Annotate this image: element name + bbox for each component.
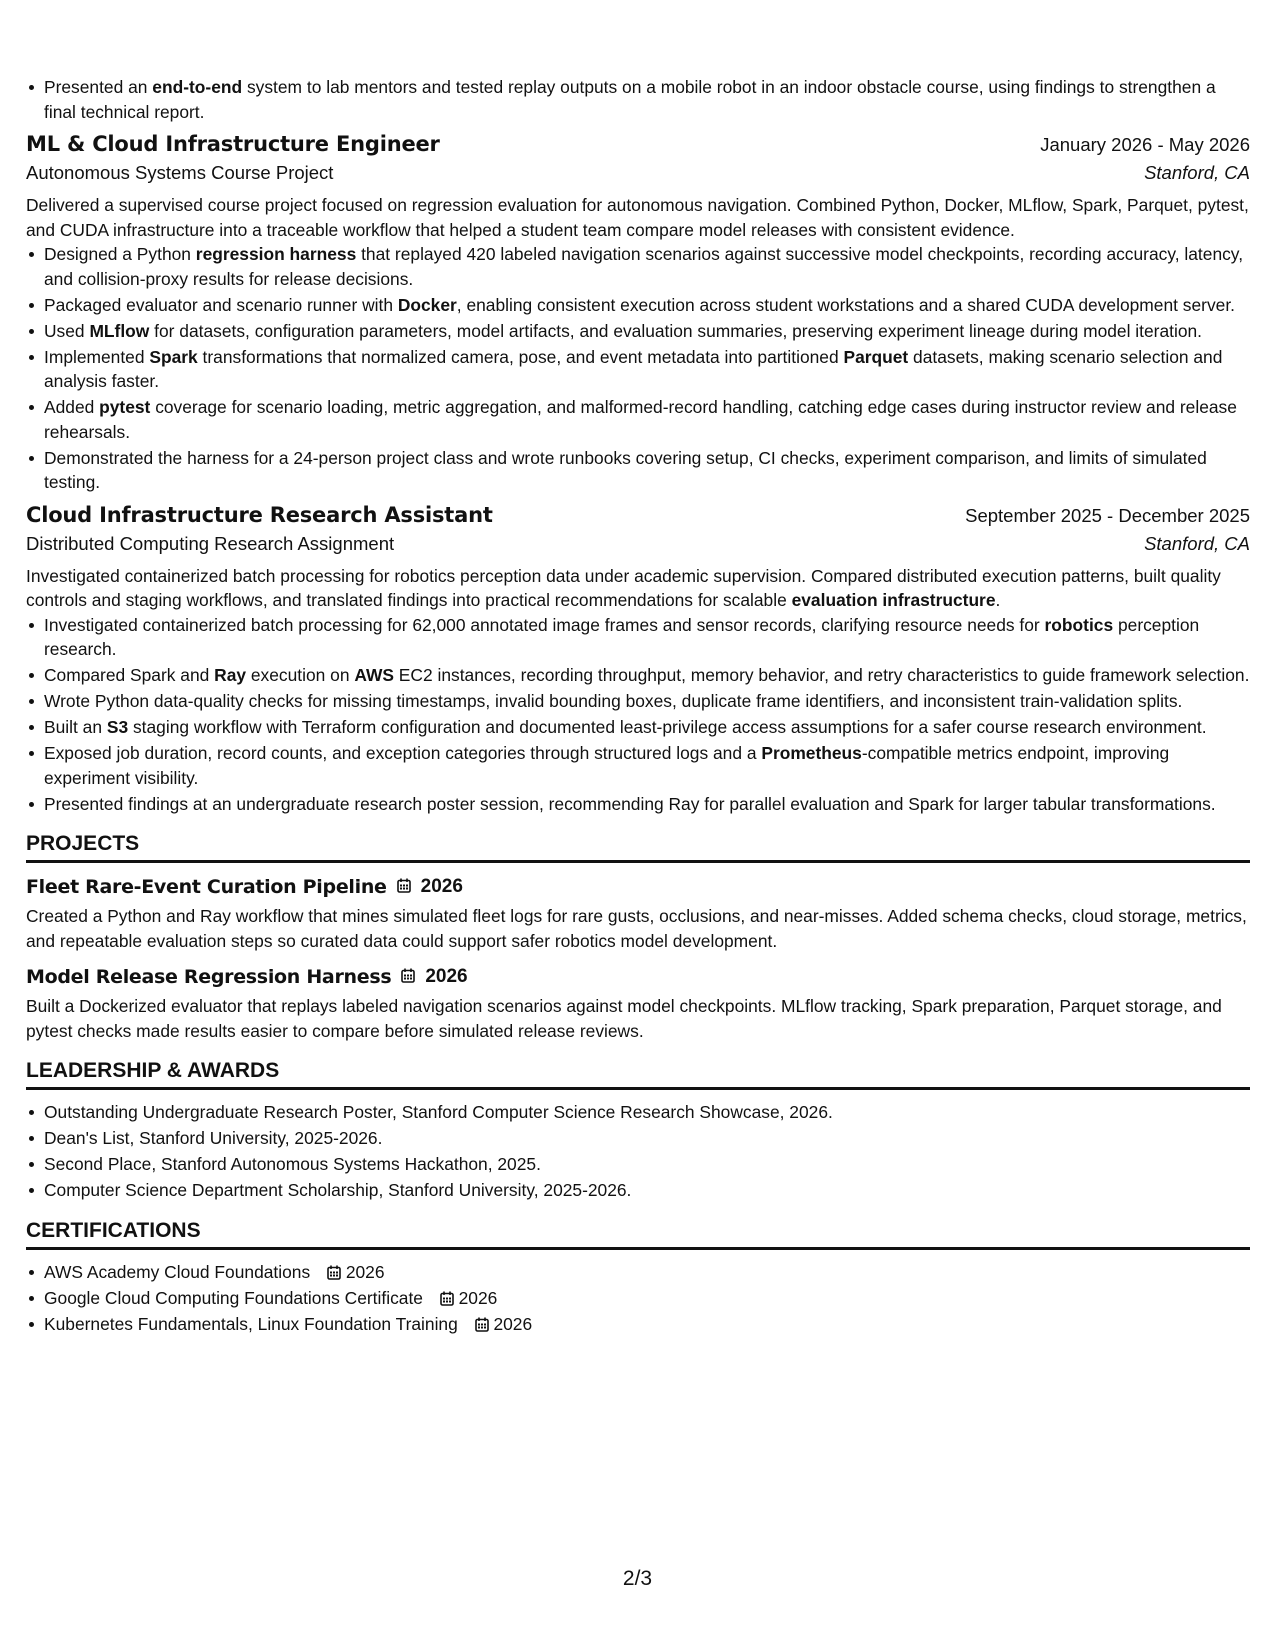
- list-item: [44, 613, 1250, 662]
- keyword: robotics: [1044, 614, 1114, 635]
- certifications-list: [26, 1260, 1250, 1337]
- list-item: Wrote Python data-quality checks for missing timestamps, invalid bounding boxes, duplicate frame identifiers, and inconsistent train-validation splits.: [44, 689, 1250, 714]
- role-header: [26, 132, 1250, 156]
- list-item: Outstanding Undergraduate Research Poster, Stanford Computer Science Research Showcase, 2026.: [44, 1100, 1250, 1125]
- calendar-icon: [397, 878, 411, 896]
- list-item: [44, 1260, 1250, 1285]
- role-dates: January 2026 - May 2026: [1040, 134, 1250, 155]
- list-item: [44, 395, 1250, 444]
- keyword: AWS: [354, 665, 394, 685]
- calendar-icon: [401, 968, 415, 986]
- list-item: Presented findings at an undergraduate research poster session, recommending Ray for parallel evaluation and Spark for larger tabular transformations.: [44, 792, 1250, 817]
- text: datasets, making scenario selection and analysis faster.: [44, 346, 1223, 391]
- list-item: [44, 319, 1250, 344]
- keyword: Parquet: [843, 346, 909, 367]
- role-bullets: [26, 613, 1250, 817]
- text: -compatible metrics endpoint, improving experiment visibility.: [44, 743, 1170, 788]
- text: Added: [44, 397, 100, 417]
- text: Investigated containerized batch processing for robotics perception data under academic supervision. Compared distributed execution patterns, built quality controls and staging workflows, and translated findings into practical recommendations for scalable: [26, 565, 1221, 610]
- section-heading-projects: PROJECTS: [26, 832, 1250, 863]
- text: that replayed 420 labeled navigation scenarios against successive model checkpoints, recording accuracy, latency, and collision-proxy results for release decisions.: [44, 244, 1244, 289]
- calendar-icon: [440, 1288, 454, 1308]
- list-item: Computer Science Department Scholarship, Stanford University, 2025-2026.: [44, 1178, 1250, 1203]
- project-year: 2026: [425, 966, 468, 987]
- list-item: [44, 293, 1250, 318]
- role-summary: Delivered a supervised course project focused on regression evaluation for autonomous navigation. Combined Python, Docker, MLflow, Spark, Parquet, pytest, and CUDA infrastructure into a traceable workflow that helped a student team compare model releases with consistent evidence.: [26, 195, 1249, 240]
- text: coverage for scenario loading, metric aggregation, and malformed-record handling, catching edge cases during instructor review and release rehearsals.: [44, 397, 1237, 442]
- role-summary: [26, 564, 1250, 613]
- text: execution on: [246, 665, 355, 685]
- keyword: pytest: [99, 397, 151, 417]
- awards-list: [26, 1100, 1250, 1203]
- text: .: [995, 590, 1001, 610]
- list-item: Demonstrated the harness for a 24-person project class and wrote runbooks covering setup, CI checks, experiment comparison, and limits of simulated testing.: [44, 446, 1250, 495]
- text: transformations that normalized camera, pose, and event metadata into partitioned: [197, 346, 844, 367]
- text: perception research.: [44, 614, 1200, 659]
- role-subheader: [26, 533, 1250, 555]
- list-item: [44, 1312, 1250, 1337]
- text: Built an: [44, 717, 107, 737]
- text: Implemented: [44, 346, 150, 367]
- list-item: [44, 75, 1250, 124]
- calendar-icon: [327, 1262, 341, 1282]
- experience-entry: [26, 503, 1250, 817]
- project-title: Fleet Rare-Event Curation Pipeline: [26, 876, 387, 898]
- project-entry: [26, 966, 1250, 1043]
- keyword: MLflow: [89, 320, 150, 341]
- role-location: Stanford, CA: [1144, 532, 1250, 554]
- list-item: [44, 663, 1250, 688]
- list-item: [44, 1286, 1250, 1311]
- project-description: Created a Python and Ray workflow that mines simulated fleet logs for rare gusts, occlusions, and near-misses. Added schema checks, cloud storage, metrics, and repeatable evaluation steps so curated data could support safer robotics model development.: [26, 906, 1247, 951]
- keyword: Docker: [397, 294, 457, 315]
- text: Compared Spark and: [44, 665, 215, 685]
- role-subheader: [26, 162, 1250, 184]
- intro-bullet-list: [26, 75, 1250, 124]
- list-item: [44, 242, 1250, 291]
- project-entry: [26, 876, 1250, 953]
- keyword: Ray: [214, 665, 247, 685]
- keyword: S3: [106, 717, 129, 737]
- experience-entry: [26, 132, 1250, 495]
- calendar-icon: [475, 1314, 489, 1334]
- list-item: [44, 715, 1250, 740]
- certification-name: AWS Academy Cloud Foundations: [44, 1261, 311, 1282]
- project-header: [26, 966, 1250, 988]
- certification-year: 2026: [493, 1313, 533, 1334]
- keyword: regression harness: [195, 244, 357, 264]
- role-organization: Autonomous Systems Course Project: [26, 162, 334, 183]
- text: Packaged evaluator and scenario runner with: [44, 294, 398, 315]
- role-dates: September 2025 - December 2025: [965, 504, 1250, 526]
- role-bullets: [26, 242, 1250, 495]
- project-title: Model Release Regression Harness: [26, 966, 392, 988]
- text: EC2 instances, recording throughput, memory behavior, and retry characteristics to guide framework selection.: [393, 665, 1250, 685]
- text: , enabling consistent execution across student workstations and a shared CUDA development server.: [456, 294, 1235, 315]
- project-year: 2026: [420, 876, 463, 897]
- resume-page: [26, 75, 1250, 1338]
- text: staging workflow with Terraform configuration and documented least-privilege access assumptions for a safer course research environment.: [128, 717, 1207, 737]
- text: Investigated containerized batch processing for 62,000 annotated image frames and sensor records, clarifying resource needs for: [44, 614, 1045, 635]
- keyword: evaluation infrastructure: [791, 590, 996, 610]
- role-header: [26, 503, 1250, 527]
- text: system to lab mentors and tested replay outputs on a mobile robot in an indoor obstacle course, using findings to strengthen a final technical report.: [44, 77, 1216, 122]
- keyword: Prometheus: [761, 743, 862, 763]
- text: Used: [44, 320, 90, 341]
- section-heading-certifications: CERTIFICATIONS: [26, 1219, 1250, 1250]
- text: Designed a Python: [44, 244, 196, 264]
- certification-year: 2026: [345, 1261, 385, 1282]
- certification-name: Kubernetes Fundamentals, Linux Foundation Training: [44, 1313, 458, 1334]
- project-header: [26, 876, 1250, 898]
- certification-name: Google Cloud Computing Foundations Certificate: [44, 1287, 423, 1308]
- list-item: Dean's List, Stanford University, 2025-2026.: [44, 1126, 1250, 1151]
- keyword: end-to-end: [152, 77, 243, 97]
- role-organization: Distributed Computing Research Assignment: [26, 532, 395, 554]
- role-title: ML & Cloud Infrastructure Engineer: [26, 132, 440, 156]
- role-title: Cloud Infrastructure Research Assistant: [26, 502, 493, 527]
- certification-year: 2026: [458, 1287, 498, 1308]
- list-item: [44, 741, 1250, 790]
- keyword: Spark: [149, 346, 198, 367]
- text: for datasets, configuration parameters, model artifacts, and evaluation summaries, preserving experiment lineage during model iteration.: [149, 320, 1203, 341]
- text: Presented an: [44, 77, 153, 97]
- role-location: Stanford, CA: [1144, 162, 1250, 183]
- text: Exposed job duration, record counts, and exception categories through structured logs and a: [44, 743, 762, 763]
- page-number: 2/3: [622, 1567, 653, 1590]
- list-item: [44, 345, 1250, 394]
- project-description: Built a Dockerized evaluator that replays labeled navigation scenarios against model checkpoints. MLflow tracking, Spark preparation, Parquet storage, and pytest checks made results easier to compare before simulated release reviews.: [26, 996, 1222, 1041]
- section-heading-awards: LEADERSHIP & AWARDS: [26, 1059, 1250, 1090]
- list-item: Second Place, Stanford Autonomous Systems Hackathon, 2025.: [44, 1152, 1250, 1177]
